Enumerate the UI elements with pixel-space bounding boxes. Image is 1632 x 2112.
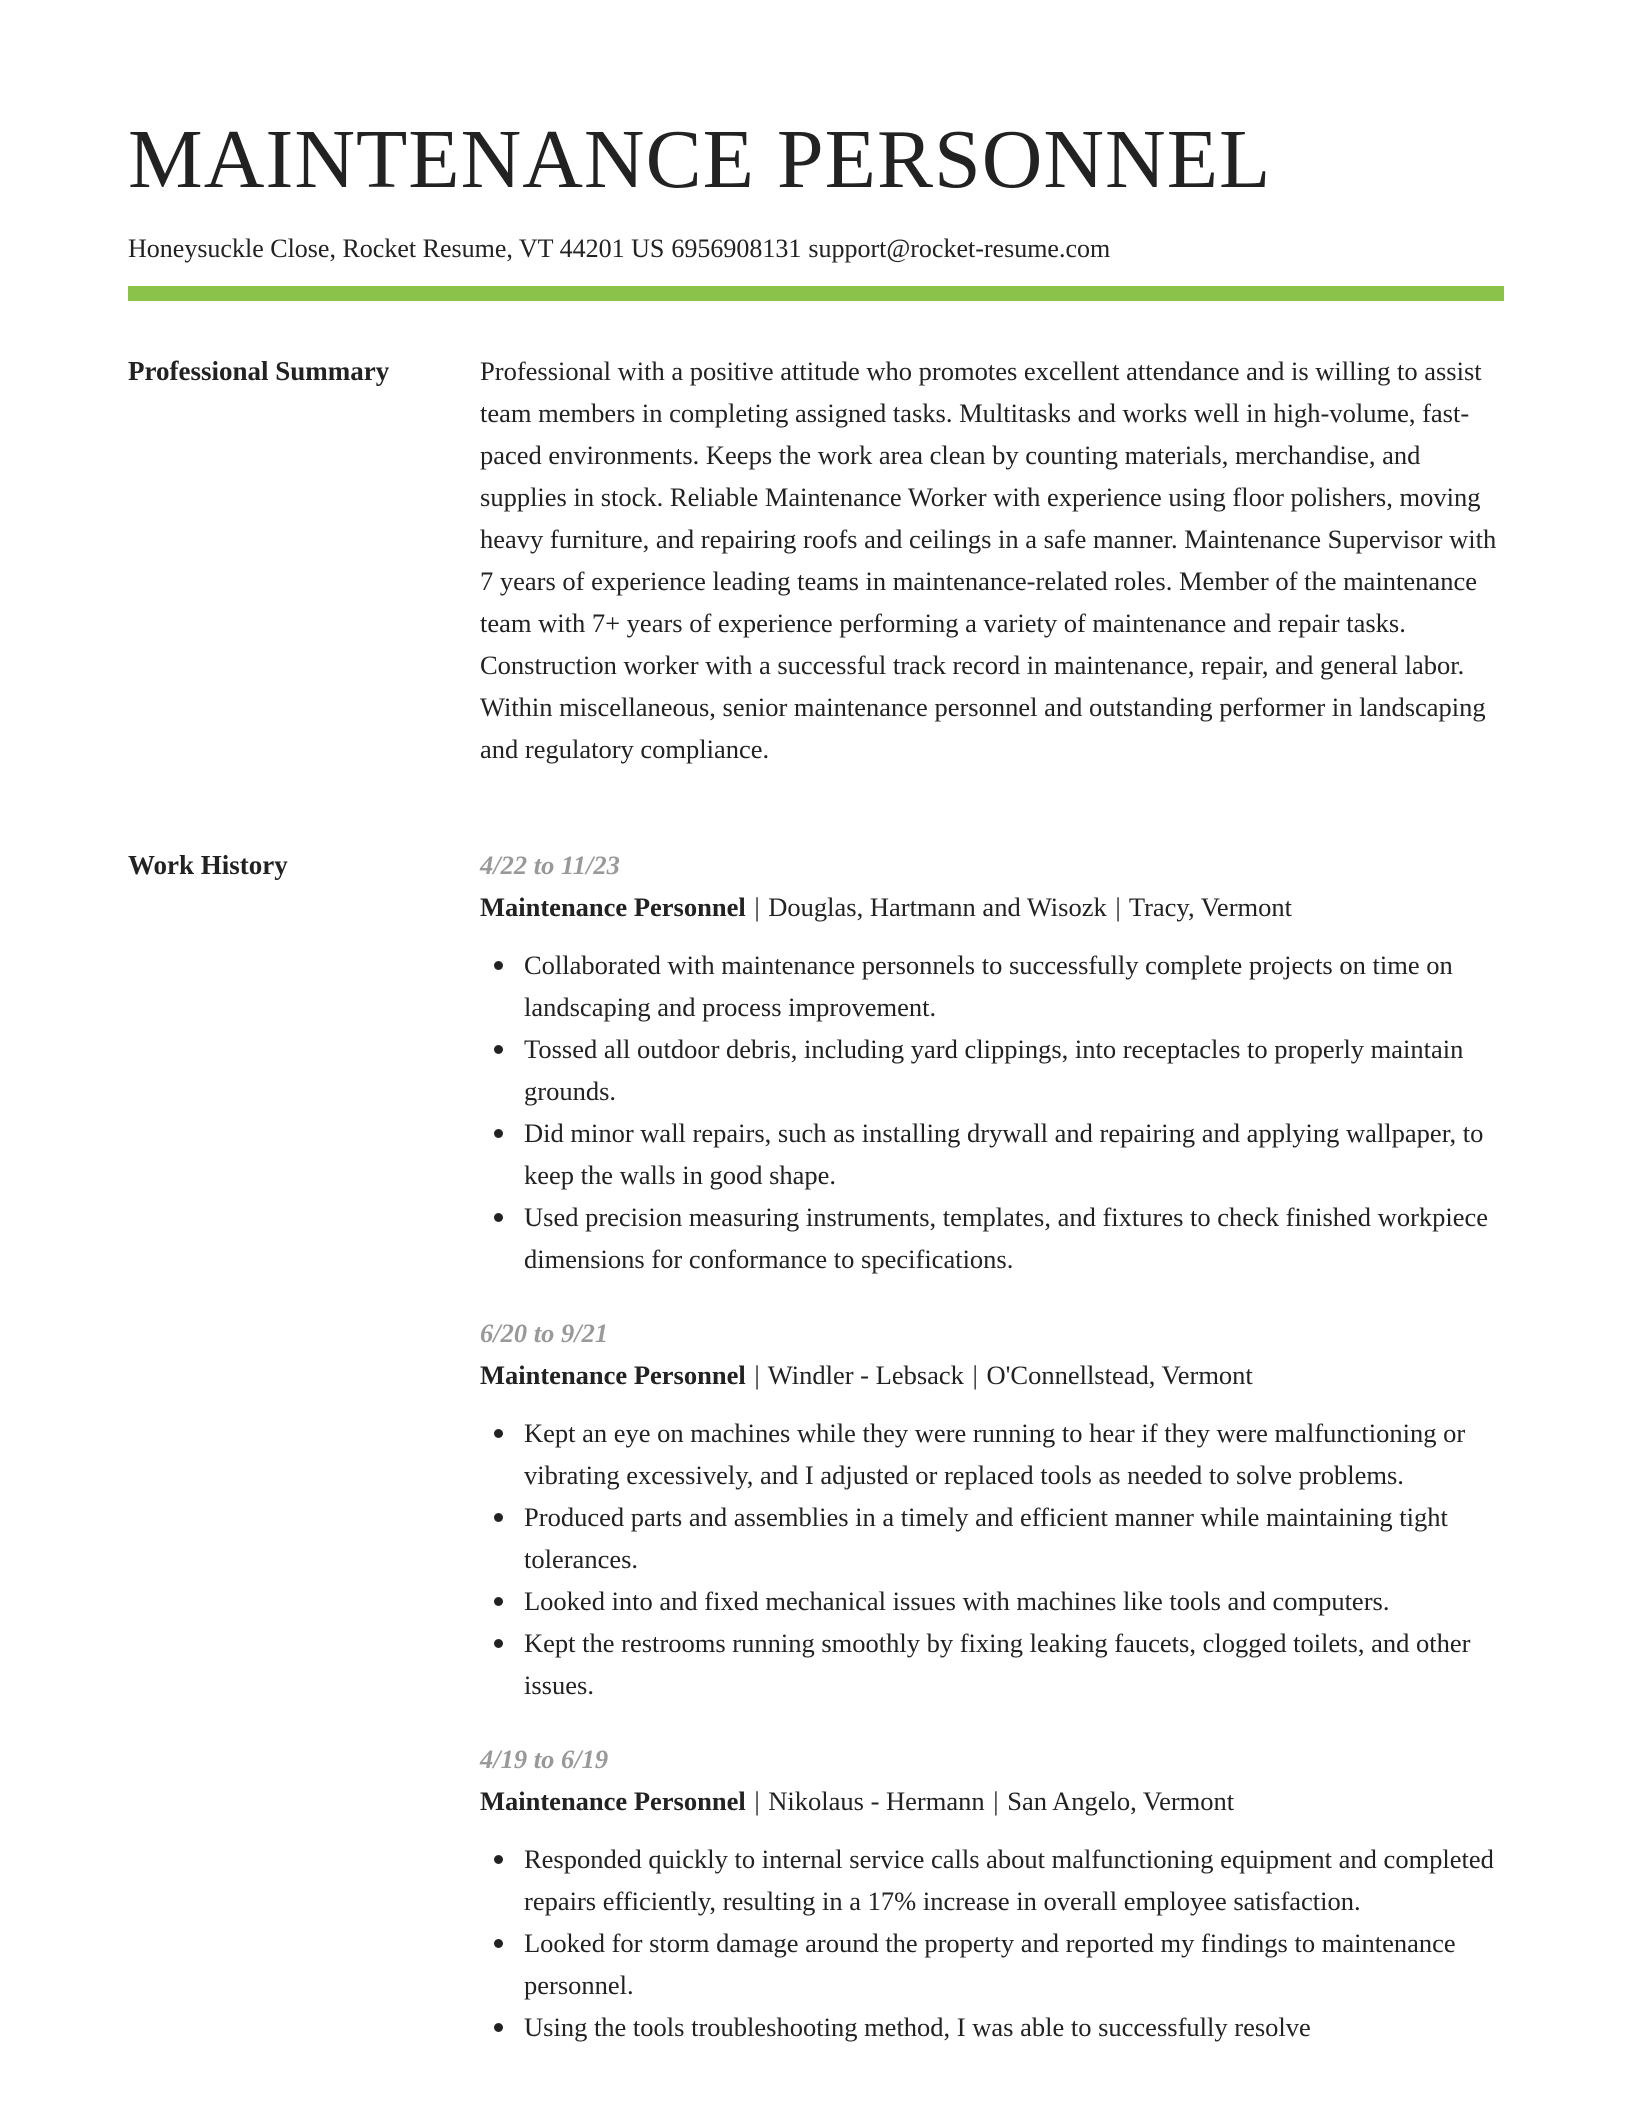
bullet-icon [494, 1513, 503, 1522]
job-title-line [480, 1780, 1504, 1822]
bullet-icon [494, 2023, 503, 2032]
job-title-line [480, 886, 1504, 928]
job-title-line [480, 1354, 1504, 1396]
job-bullet-list [480, 944, 1504, 1280]
job-company: Douglas, Hartmann and Wisozk [768, 892, 1107, 922]
contact-email: support@rocket-resume.com [808, 234, 1111, 263]
list-item [480, 944, 1504, 1028]
job-company: Windler - Lebsack [767, 1360, 964, 1390]
section-label-work-history: Work History [128, 850, 288, 880]
separator: | [993, 1786, 999, 1816]
resume-name-heading: MAINTENANCE PERSONNEL [128, 113, 1272, 206]
contact-address: Honeysuckle Close, Rocket Resume, VT 44201 US [128, 234, 665, 263]
job-location: Tracy, Vermont [1128, 892, 1292, 922]
job-entry [480, 1312, 1504, 1706]
bullet-icon [494, 1045, 503, 1054]
separator: | [972, 1360, 978, 1390]
bullet-icon [494, 1129, 503, 1138]
bullet-text: Tossed all outdoor debris, including yard clippings, into receptacles to properly maintain grounds. [524, 1034, 1464, 1106]
job-title: Maintenance Personnel [480, 892, 746, 922]
separator: | [754, 1786, 760, 1816]
bullet-text: Looked for storm damage around the property and reported my findings to maintenance personnel. [524, 1928, 1456, 2000]
bullet-icon [494, 1597, 503, 1606]
bullet-text: Did minor wall repairs, such as installing drywall and repairing and applying wallpaper, to keep the walls in good shape. [524, 1118, 1484, 1190]
bullet-text: Kept an eye on machines while they were running to hear if they were malfunctioning or vibrating excessively, and I adjusted or replaced tools as needed to solve problems. [524, 1418, 1466, 1490]
separator: | [754, 892, 760, 922]
bullet-text: Used precision measuring instruments, templates, and fixtures to check finished workpiece dimensions for conformance to specifications. [524, 1202, 1489, 1274]
bullet-icon [494, 1213, 503, 1222]
job-location: O'Connellstead, Vermont [986, 1360, 1253, 1390]
job-entry [480, 844, 1504, 1280]
list-item [480, 1028, 1504, 1112]
separator: | [1115, 892, 1121, 922]
list-item [480, 1112, 1504, 1196]
job-company: Nikolaus - Hermann [768, 1786, 985, 1816]
job-dates: 6/20 to 9/21 [480, 1318, 609, 1348]
list-item [480, 1412, 1504, 1496]
bullet-icon [494, 1639, 503, 1648]
bullet-icon [494, 1429, 503, 1438]
section-label-summary: Professional Summary [128, 356, 390, 386]
work-history-body [480, 844, 1504, 2080]
contact-line [128, 232, 1110, 266]
job-bullet-list [480, 1838, 1504, 2048]
bullet-icon [494, 1939, 503, 1948]
list-item [480, 2006, 1504, 2048]
job-location: San Angelo, Vermont [1007, 1786, 1235, 1816]
bullet-icon [494, 1855, 503, 1864]
job-dates: 4/19 to 6/19 [480, 1744, 609, 1774]
list-item [480, 1196, 1504, 1280]
summary-body [480, 350, 1504, 770]
summary-text: Professional with a positive attitude who promotes excellent attendance and is willing to assist team members in completing assigned tasks. Multitasks and works well in high-volume, fast-paced environments. Keeps the work area clean by counting materials, merchandise, and supplies in stock. Reliable Maintenance Worker with experience using floor polishers, moving heavy furniture, and repairing roofs and ceilings in a safe manner. Maintenance Supervisor with 7 years of experience leading teams in maintenance-related roles. Member of the maintenance team with 7+ years of experience performing a variety of maintenance and repair tasks. Construction worker with a successful track record in maintenance, repair, and general labor. Within miscellaneous, senior maintenance personnel and outstanding performer in landscaping and regulatory compliance. [480, 356, 1497, 764]
bullet-text: Produced parts and assemblies in a timely and efficient manner while maintaining tight tolerances. [524, 1502, 1448, 1574]
job-title: Maintenance Personnel [480, 1360, 746, 1390]
job-bullet-list [480, 1412, 1504, 1706]
bullet-icon [494, 961, 503, 970]
job-entry [480, 1738, 1504, 2048]
accent-divider [128, 286, 1504, 301]
bullet-text: Collaborated with maintenance personnels to successfully complete projects on time on landscaping and process improvement. [524, 950, 1453, 1022]
job-title: Maintenance Personnel [480, 1786, 746, 1816]
list-item [480, 1496, 1504, 1580]
separator: | [754, 1360, 760, 1390]
list-item [480, 1622, 1504, 1706]
list-item [480, 1580, 1504, 1622]
bullet-text: Looked into and fixed mechanical issues with machines like tools and computers. [524, 1586, 1390, 1616]
bullet-text: Responded quickly to internal service calls about malfunctioning equipment and completed repairs efficiently, resulting in a 17% increase in overall employee satisfaction. [524, 1844, 1494, 1916]
contact-phone: 6956908131 [671, 234, 802, 263]
job-dates: 4/22 to 11/23 [480, 850, 620, 880]
list-item [480, 1838, 1504, 1922]
list-item [480, 1922, 1504, 2006]
bullet-text: Kept the restrooms running smoothly by fixing leaking faucets, clogged toilets, and other issues. [524, 1628, 1471, 1700]
bullet-text: Using the tools troubleshooting method, I was able to successfully resolve [524, 2012, 1311, 2042]
